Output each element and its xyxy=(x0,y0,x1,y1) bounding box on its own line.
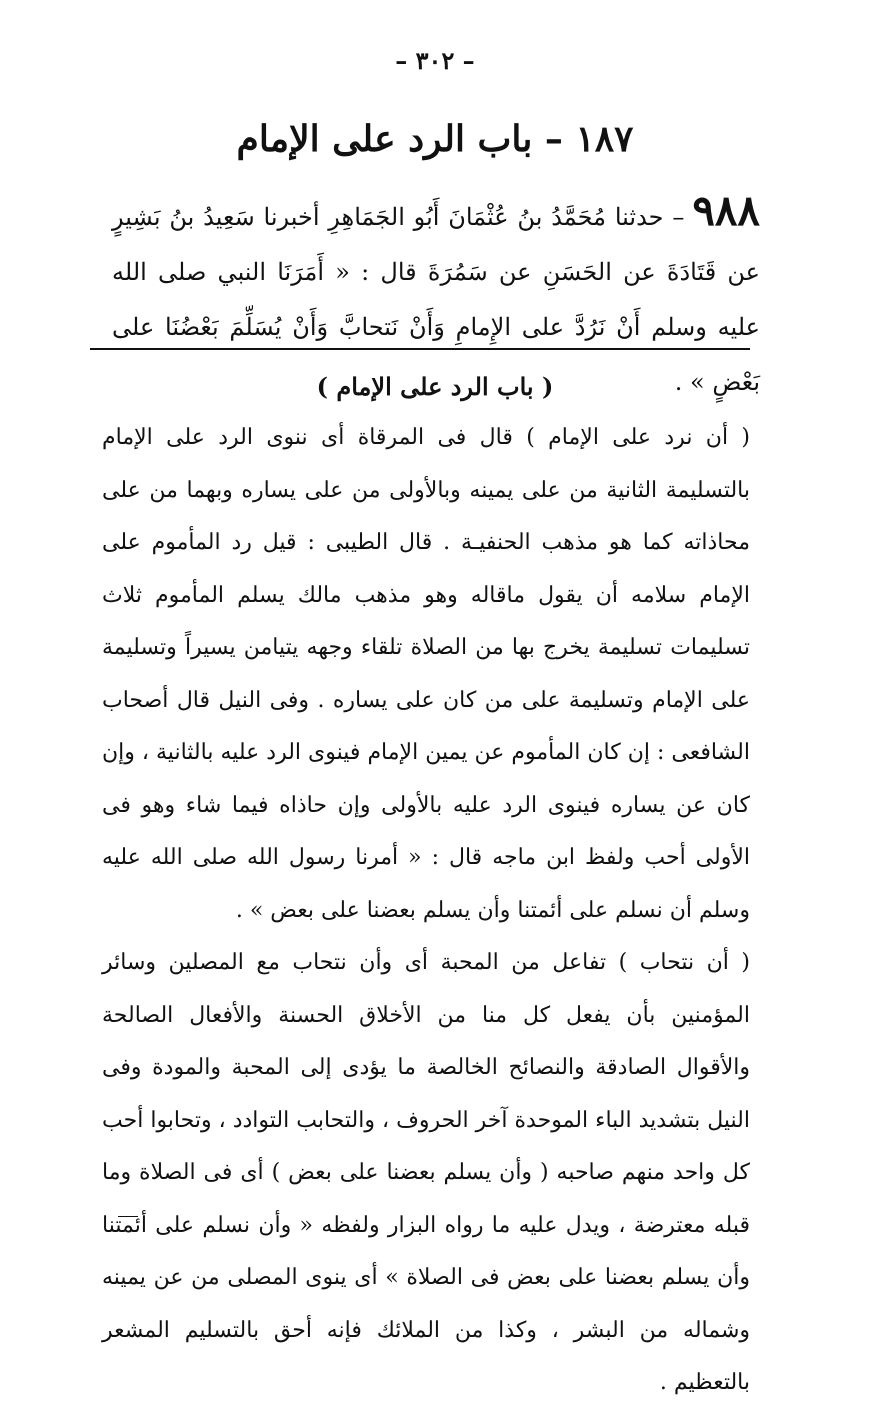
hadith-body: – حدثنا مُحَمَّدُ بنُ عُثْمَانَ أَبُو الجَمَاهِرِ أخبرنا سَعِيدُ بنُ بَشِيرٍ عن قَتَادَةَ عن الحَسَنِ عن سَمُرَةَ قال : « أَمَرَنَا النبي صلى الله عليه وسلم أَنْ نَرُدَّ على الإِمامِ وَأَنْ نَتحابَّ وَأَنْ يُسَلِّمَ بَعْضُنَا على بَعْضٍ » . xyxy=(112,203,760,396)
chapter-title: ١٨٧ – باب الرد على الإمام xyxy=(236,118,634,160)
commentary-paragraph-1: ( أن نرد على الإمام ) قال فى المرقاة أى ننوى الرد على الإمام بالتسليمة الثانية من على يمينه وبالأولى من على يساره وبهما من على محاذاته كما هو مذهب الحنفيـة . قال الطيبى : قيل رد المأموم على الإمام سلامه أن يقول ماقاله وهو مذهب مالك يسلم المأموم ثلاث تسليمات تسليمة يخرج بها من الصلاة تلقاء وجهه يتيامن يسيراً وتسليمة على الإمام وتسليمة على من كان على يساره . وفى النيل قال أصحاب الشافعى : إن كان المأموم عن يمين الإمام فينوى الرد عليه بالثانية ، وإن كان عن يساره فينوى الرد عليه بالأولى وإن حاذاه فيما شاء وهو فى الأولى أحب ولفظ ابن ماجه قال : « أمرنا رسول الله صلى الله عليه وسلم أن نسلم على أئمتنا وأن يسلم بعضنا على بعض » . xyxy=(102,425,750,923)
page-number: – ٣٠٢ – xyxy=(395,46,475,75)
commentary-heading: ( باب الرد على الإمام ) xyxy=(316,372,554,401)
footnote-mark xyxy=(118,1216,138,1217)
commentary-paragraph-2: ( أن نتحاب ) تفاعل من المحبة أى وأن نتحاب مع المصلين وسائر المؤمنين بأن يفعل كل منا من الأخلاق الحسنة والأفعال الصالحة والأقوال الصادقة والنصائح الخالصة ما يؤدى إلى المحبة والمودة وفى النيل بتشديد الباء الموحدة آخر الحروف ، والتحابب التوادد ، وتحابوا أحب كل واحد منهم صاحبه ( وأن يسلم بعضنا على بعض ) أى فى الصلاة وما قبله معترضة ، ويدل عليه ما رواه البزار ولفظه « وأن نسلم على أئمتنا وأن يسلم بعضنا على بعض فى الصلاة » أى ينوى المصلى من عن يمينه وشماله من البشر ، وكذا من الملائك فإنه أحق بالتسليم المشعر بالتعظيم . xyxy=(102,950,750,1395)
section-divider xyxy=(90,348,750,350)
commentary-block xyxy=(102,412,750,1410)
hadith-number: ٩٨٨ xyxy=(692,186,760,235)
